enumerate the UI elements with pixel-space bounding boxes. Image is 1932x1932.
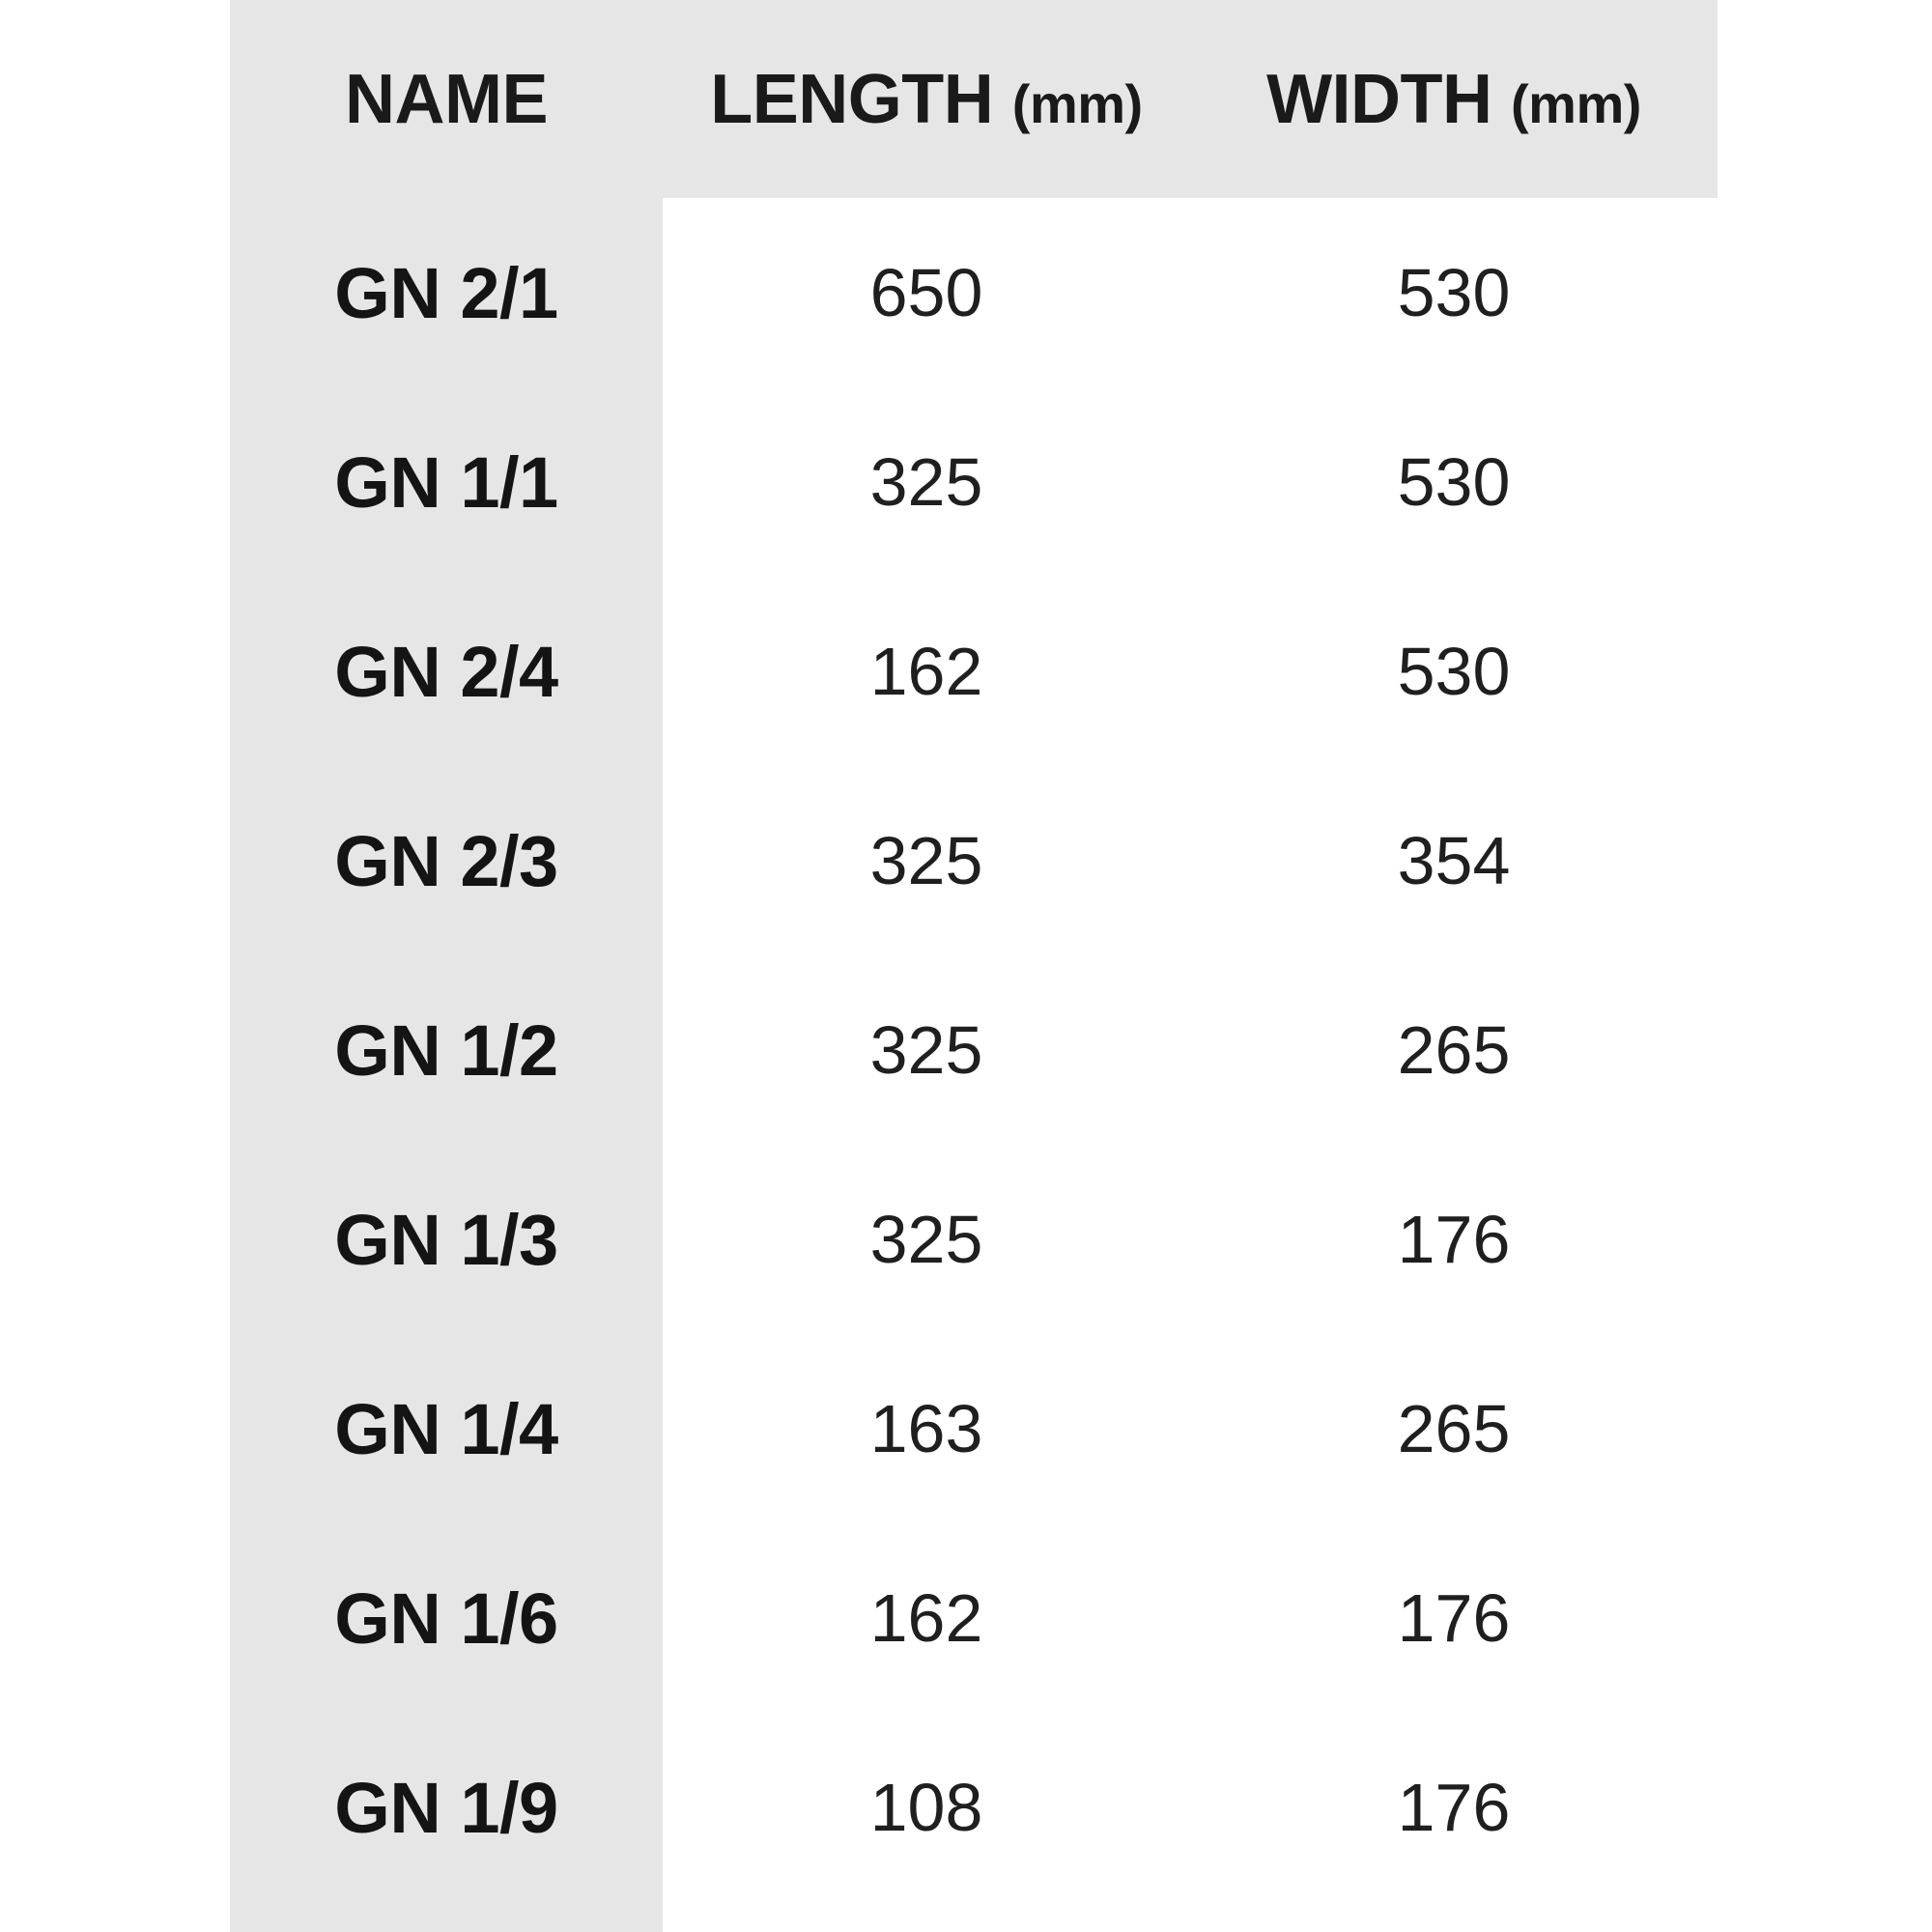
cell-name: GN 1/1 <box>334 441 558 523</box>
cell-width: 265 <box>1397 1012 1511 1088</box>
table-row <box>230 955 1718 1145</box>
cell-length: 325 <box>869 444 983 520</box>
cell-width: 530 <box>1397 444 1511 520</box>
table-row <box>230 1713 1718 1902</box>
cell-name: GN 1/3 <box>334 1199 558 1280</box>
cell-name: GN 1/2 <box>334 1009 558 1091</box>
cell-name: GN 1/4 <box>334 1388 558 1469</box>
table-row <box>230 577 1718 766</box>
cell-length: 162 <box>869 634 983 709</box>
column-header-width <box>1190 0 1718 198</box>
cell-width: 530 <box>1397 255 1511 330</box>
table-row <box>230 1523 1718 1713</box>
column-header-length-unit: (mm) <box>1011 72 1143 134</box>
table-row <box>230 1334 1718 1523</box>
table-row <box>230 766 1718 955</box>
cell-name: GN 2/1 <box>334 252 558 333</box>
cell-name: GN 1/9 <box>334 1767 558 1848</box>
cell-width: 265 <box>1397 1391 1511 1466</box>
cell-length: 162 <box>869 1580 983 1656</box>
table-body <box>230 198 1718 1902</box>
column-header-width-unit: (mm) <box>1511 72 1641 134</box>
table-row <box>230 1145 1718 1334</box>
cell-name: GN 1/6 <box>334 1577 558 1659</box>
column-header-width-label: WIDTH <box>1266 60 1492 138</box>
column-header-length <box>663 0 1190 198</box>
column-header-name-label: NAME <box>345 60 548 138</box>
cell-length: 325 <box>869 823 983 898</box>
cell-name: GN 2/4 <box>334 631 558 712</box>
table-row <box>230 387 1718 577</box>
cell-length: 163 <box>869 1391 983 1466</box>
cell-name: GN 2/3 <box>334 820 558 901</box>
cell-width: 530 <box>1397 634 1511 709</box>
column-header-name <box>230 0 663 198</box>
cell-width: 176 <box>1397 1202 1511 1277</box>
cell-length: 325 <box>869 1202 983 1277</box>
table-header <box>230 0 1718 198</box>
table-row <box>230 198 1718 387</box>
cell-width: 176 <box>1397 1580 1511 1656</box>
cell-length: 325 <box>869 1012 983 1088</box>
cell-length: 108 <box>869 1770 983 1845</box>
table-header-row <box>230 0 1718 198</box>
gastronorm-size-table <box>230 0 1718 1902</box>
column-header-length-label: LENGTH <box>710 60 994 138</box>
cell-width: 176 <box>1397 1770 1511 1845</box>
cell-width: 354 <box>1397 823 1511 898</box>
cell-length: 650 <box>869 255 983 330</box>
